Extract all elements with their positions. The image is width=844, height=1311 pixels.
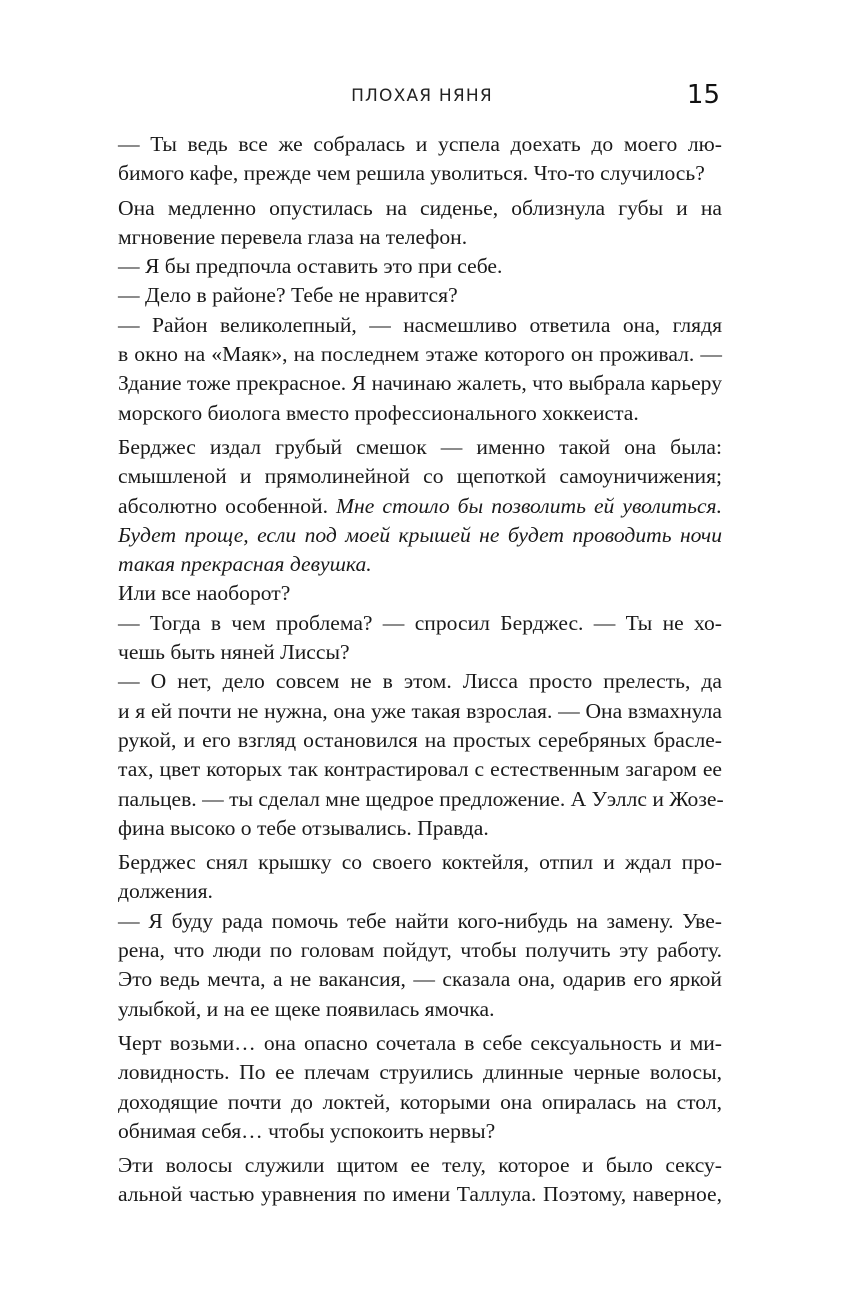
text-line <box>118 1180 722 1209</box>
text-run: ловидность. По ее плечам струились длинные черные волосы, <box>118 1060 722 1085</box>
text-line <box>118 340 722 369</box>
italic-run: Будет проще, если под моей крышей не будет проводить ночи <box>118 522 722 547</box>
text-line <box>118 369 722 398</box>
text-run: рукой, и его взгляд остановился на простых серебряных брасле- <box>118 727 722 752</box>
italic-run: такая прекрасная девушка. <box>118 552 372 577</box>
text-run: Она медленно опустилась на сиденье, облизнула губы и на <box>118 195 722 220</box>
text-line <box>118 194 722 223</box>
text-line <box>118 550 722 579</box>
text-run: фина высоко о тебе отзывались. Правда. <box>118 815 489 840</box>
text-line <box>118 814 722 843</box>
text-line <box>118 877 722 906</box>
text-line <box>118 995 722 1024</box>
text-run: рена, что люди по головам пойдут, чтобы получить эту работу. <box>118 938 722 963</box>
text-run: тах, цвет которых так контрастировал с естественным загаром ее <box>118 757 722 782</box>
text-run: улыбкой, и на ее щеке появилась ямочка. <box>118 996 495 1021</box>
text-run: абсолютно особенной. <box>118 493 337 518</box>
text-run: в окно на «Маяк», на последнем этаже которого он проживал. — <box>118 342 722 367</box>
text-run: пальцев. — ты сделал мне щедрое предложение. А Уэллс и Жозе- <box>118 786 724 811</box>
text-line <box>118 1029 722 1058</box>
text-run: чешь быть няней Лиссы? <box>118 640 350 665</box>
text-run: Берджес снял крышку со своего коктейля, отпил и ждал про- <box>118 850 722 875</box>
text-line <box>118 848 722 877</box>
text-line <box>118 281 722 310</box>
page-number: 15 <box>686 80 720 110</box>
text-line <box>118 965 722 994</box>
body-text <box>118 130 722 1210</box>
text-line <box>118 609 722 638</box>
text-line <box>118 1088 722 1117</box>
text-run: и я ей почти не нужна, она уже такая взрослая. — Она взмахнула <box>118 698 722 723</box>
text-line <box>118 1151 722 1180</box>
text-run: — О нет, дело совсем не в этом. Лисса просто прелесть, да <box>118 669 722 694</box>
text-line <box>118 907 722 936</box>
text-line <box>118 521 722 550</box>
text-line <box>118 1058 722 1087</box>
text-run: альной частью уравнения по имени Таллула. Поэтому, наверное, <box>118 1182 722 1207</box>
text-line <box>118 433 722 462</box>
text-run: доходящие почти до локтей, которыми она опиралась на стол, <box>118 1089 722 1114</box>
text-line <box>118 223 722 252</box>
text-run: — Я бы предпочла оставить это при себе. <box>118 254 503 279</box>
text-run: Черт возьми… она опасно сочетала в себе сексуальность и ми- <box>118 1030 722 1055</box>
text-line <box>118 755 722 784</box>
text-line <box>118 697 722 726</box>
text-run: — Ты ведь все же собралась и успела доехать до моего лю- <box>118 132 722 156</box>
text-run: Эти волосы служили щитом ее телу, которое и было сексу- <box>118 1153 722 1178</box>
text-line <box>118 785 722 814</box>
text-line <box>118 1117 722 1146</box>
text-run: Это ведь мечта, а не вакансия, — сказала она, одарив его яркой <box>118 967 722 992</box>
text-run: обнимая себя… чтобы успокоить нервы? <box>118 1118 496 1143</box>
text-run: Здание тоже прекрасное. Я начинаю жалеть, что выбрала карьеру <box>118 371 722 396</box>
italic-run: Мне стоило бы позволить ей уволиться. <box>336 493 722 518</box>
running-title: ПЛОХАЯ НЯНЯ <box>351 86 493 106</box>
text-run: — Дело в районе? Тебе не нравится? <box>118 283 458 308</box>
text-line <box>118 130 722 159</box>
text-run: Или все наоборот? <box>118 581 291 606</box>
text-line <box>118 726 722 755</box>
text-run: — Район великолепный, — насмешливо ответила она, глядя <box>118 312 722 337</box>
text-line <box>118 311 722 340</box>
text-run: бимого кафе, прежде чем решила уволиться. Что-то случилось? <box>118 161 705 186</box>
text-run: должения. <box>118 879 213 904</box>
text-line <box>118 462 722 491</box>
text-line <box>118 667 722 696</box>
text-line <box>118 638 722 667</box>
text-run: Берджес издал грубый смешок — именно такой она была: <box>118 434 722 459</box>
text-run: мгновение перевела глаза на телефон. <box>118 224 468 249</box>
text-line <box>118 492 722 521</box>
text-line <box>118 399 722 428</box>
text-line <box>118 252 722 281</box>
text-line <box>118 936 722 965</box>
text-run: смышленой и прямолинейной со щепоткой самоуничижения; <box>118 464 722 489</box>
text-run: — Тогда в чем проблема? — спросил Берджес. — Ты не хо- <box>118 610 722 635</box>
text-line <box>118 159 722 188</box>
text-run: — Я буду рада помочь тебе найти кого-нибудь на замену. Уве- <box>118 908 722 933</box>
text-line <box>118 579 722 608</box>
text-run: морского биолога вместо профессионального хоккеиста. <box>118 400 639 425</box>
